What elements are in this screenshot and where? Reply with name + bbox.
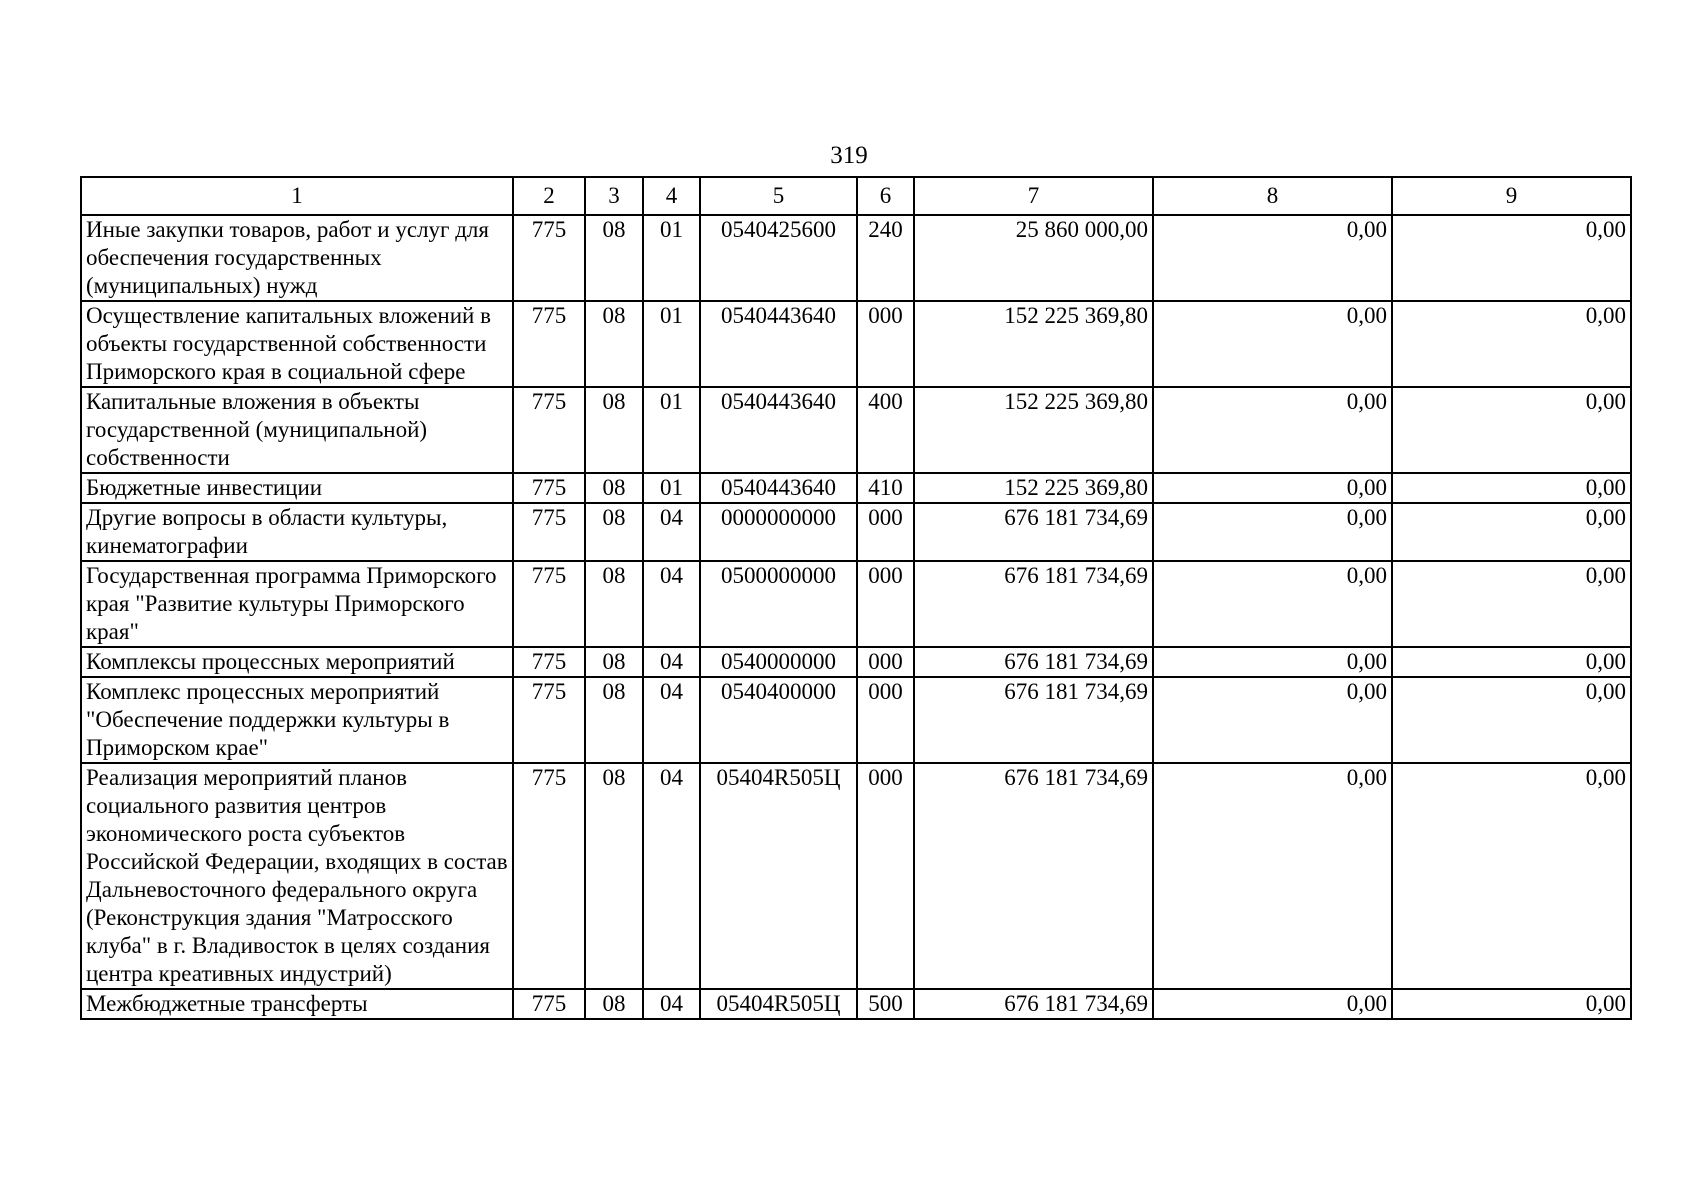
cell-col3: 08 — [585, 677, 643, 763]
cell-col3: 08 — [585, 301, 643, 387]
cell-col5: 05404R505Ц — [700, 763, 857, 989]
cell-col3: 08 — [585, 473, 643, 503]
cell-col4: 04 — [643, 989, 700, 1019]
cell-col7: 676 181 734,69 — [914, 989, 1153, 1019]
cell-col2: 775 — [513, 387, 585, 473]
cell-col4: 01 — [643, 473, 700, 503]
cell-col2: 775 — [513, 561, 585, 647]
column-header: 2 — [513, 177, 585, 215]
cell-col9: 0,00 — [1392, 503, 1631, 561]
cell-col4: 01 — [643, 301, 700, 387]
cell-col4: 04 — [643, 561, 700, 647]
cell-col8: 0,00 — [1153, 387, 1392, 473]
cell-col5: 0540443640 — [700, 301, 857, 387]
budget-table — [80, 176, 1632, 1020]
cell-col5: 0000000000 — [700, 503, 857, 561]
cell-col2: 775 — [513, 647, 585, 677]
cell-col7: 152 225 369,80 — [914, 473, 1153, 503]
row-name: Комплекс процессных мероприятий "Обеспечение поддержки культуры в Приморском крае" — [81, 677, 513, 763]
cell-col7: 676 181 734,69 — [914, 763, 1153, 989]
cell-col7: 676 181 734,69 — [914, 677, 1153, 763]
cell-col5: 0540425600 — [700, 215, 857, 301]
cell-col7: 676 181 734,69 — [914, 561, 1153, 647]
column-header: 4 — [643, 177, 700, 215]
table-row — [81, 561, 1631, 647]
cell-col4: 04 — [643, 647, 700, 677]
table-row — [81, 989, 1631, 1019]
cell-col4: 01 — [643, 215, 700, 301]
row-name: Иные закупки товаров, работ и услуг для обеспечения государственных (муниципальных) нужд — [81, 215, 513, 301]
column-header: 1 — [81, 177, 513, 215]
column-header: 3 — [585, 177, 643, 215]
cell-col2: 775 — [513, 763, 585, 989]
cell-col7: 152 225 369,80 — [914, 301, 1153, 387]
cell-col8: 0,00 — [1153, 989, 1392, 1019]
cell-col4: 04 — [643, 503, 700, 561]
cell-col6: 240 — [857, 215, 914, 301]
cell-col3: 08 — [585, 989, 643, 1019]
cell-col6: 000 — [857, 647, 914, 677]
cell-col2: 775 — [513, 473, 585, 503]
table-row — [81, 387, 1631, 473]
cell-col5: 0540443640 — [700, 387, 857, 473]
cell-col3: 08 — [585, 561, 643, 647]
cell-col5: 05404R505Ц — [700, 989, 857, 1019]
cell-col6: 000 — [857, 503, 914, 561]
cell-col3: 08 — [585, 387, 643, 473]
table-row — [81, 647, 1631, 677]
cell-col8: 0,00 — [1153, 763, 1392, 989]
cell-col2: 775 — [513, 503, 585, 561]
page-number: 319 — [830, 142, 868, 169]
column-header: 7 — [914, 177, 1153, 215]
cell-col5: 0540000000 — [700, 647, 857, 677]
cell-col6: 000 — [857, 763, 914, 989]
cell-col4: 04 — [643, 763, 700, 989]
cell-col7: 25 860 000,00 — [914, 215, 1153, 301]
cell-col7: 676 181 734,69 — [914, 503, 1153, 561]
row-name: Осуществление капитальных вложений в объекты государственной собственности Приморского края в социальной сфере — [81, 301, 513, 387]
cell-col3: 08 — [585, 647, 643, 677]
cell-col4: 01 — [643, 387, 700, 473]
table-row — [81, 677, 1631, 763]
cell-col7: 152 225 369,80 — [914, 387, 1153, 473]
cell-col9: 0,00 — [1392, 763, 1631, 989]
cell-col9: 0,00 — [1392, 387, 1631, 473]
cell-col5: 0540400000 — [700, 677, 857, 763]
cell-col9: 0,00 — [1392, 561, 1631, 647]
cell-col8: 0,00 — [1153, 301, 1392, 387]
cell-col9: 0,00 — [1392, 677, 1631, 763]
row-name: Другие вопросы в области культуры, кинематографии — [81, 503, 513, 561]
column-header: 5 — [700, 177, 857, 215]
cell-col6: 410 — [857, 473, 914, 503]
cell-col7: 676 181 734,69 — [914, 647, 1153, 677]
cell-col2: 775 — [513, 677, 585, 763]
cell-col6: 000 — [857, 677, 914, 763]
cell-col8: 0,00 — [1153, 215, 1392, 301]
cell-col3: 08 — [585, 763, 643, 989]
row-name: Бюджетные инвестиции — [81, 473, 513, 503]
cell-col2: 775 — [513, 215, 585, 301]
cell-col9: 0,00 — [1392, 647, 1631, 677]
cell-col6: 400 — [857, 387, 914, 473]
cell-col9: 0,00 — [1392, 989, 1631, 1019]
cell-col9: 0,00 — [1392, 301, 1631, 387]
row-name: Межбюджетные трансферты — [81, 989, 513, 1019]
cell-col8: 0,00 — [1153, 677, 1392, 763]
cell-col3: 08 — [585, 503, 643, 561]
table-row — [81, 215, 1631, 301]
cell-col6: 000 — [857, 561, 914, 647]
cell-col2: 775 — [513, 301, 585, 387]
cell-col8: 0,00 — [1153, 647, 1392, 677]
cell-col2: 775 — [513, 989, 585, 1019]
cell-col9: 0,00 — [1392, 215, 1631, 301]
column-header: 9 — [1392, 177, 1631, 215]
cell-col5: 0540443640 — [700, 473, 857, 503]
cell-col5: 0500000000 — [700, 561, 857, 647]
cell-col8: 0,00 — [1153, 561, 1392, 647]
table-row — [81, 503, 1631, 561]
row-name: Комплексы процессных мероприятий — [81, 647, 513, 677]
header-row — [81, 177, 1631, 215]
column-header: 8 — [1153, 177, 1392, 215]
cell-col8: 0,00 — [1153, 503, 1392, 561]
cell-col6: 000 — [857, 301, 914, 387]
cell-col4: 04 — [643, 677, 700, 763]
table-row — [81, 763, 1631, 989]
table-row — [81, 301, 1631, 387]
cell-col3: 08 — [585, 215, 643, 301]
row-name: Государственная программа Приморского края "Развитие культуры Приморского края" — [81, 561, 513, 647]
cell-col6: 500 — [857, 989, 914, 1019]
table-row — [81, 473, 1631, 503]
row-name: Капитальные вложения в объекты государственной (муниципальной) собственности — [81, 387, 513, 473]
cell-col8: 0,00 — [1153, 473, 1392, 503]
cell-col9: 0,00 — [1392, 473, 1631, 503]
column-header: 6 — [857, 177, 914, 215]
row-name: Реализация мероприятий планов социального развития центров экономического роста субъектов Российской Федерации, входящих в состав Дальневосточного федерального округа (Реконструкция здания "Матросского клуба" в г. Владивосток в целях создания центра креативных индустрий) — [81, 763, 513, 989]
